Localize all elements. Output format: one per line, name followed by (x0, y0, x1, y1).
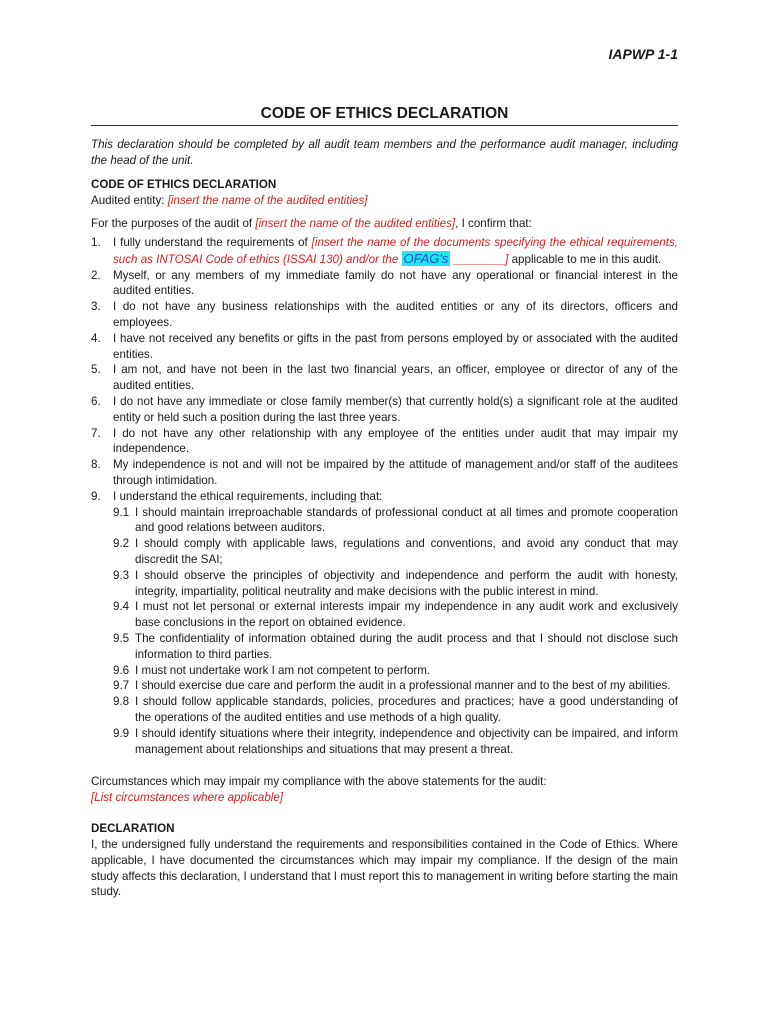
highlighted-text: OFAG's (403, 250, 449, 266)
title-underline (91, 125, 678, 126)
list-item (91, 426, 678, 458)
sub-item-text: I should exercise due care and perform the audit in a professional manner and to the best of my abilities. (135, 679, 671, 693)
list-item-number: 5. (91, 363, 101, 377)
list-item (91, 299, 678, 331)
ethical-requirements-sublist (113, 505, 678, 758)
sub-item-number: 9.5 (113, 631, 130, 645)
purpose-placeholder: [insert the name of the audited entities] (255, 217, 456, 230)
circumstances-placeholder: [List circumstances where applicable] (91, 791, 284, 804)
list-item-number: 9. (91, 489, 101, 503)
sub-item-text: I should maintain irreproachable standards of professional conduct at all times and promote cooperation and good relations between auditors. (135, 505, 678, 535)
sub-item-text: I should follow applicable standards, policies, procedures and practices; have a good understanding of the operations of the audited entities and use methods of a high quality. (135, 695, 678, 724)
confirmation-list (91, 235, 678, 757)
intro-paragraph: This declaration should be completed by all audit team members and the performance audit manager, including the head of the unit. (91, 138, 678, 167)
sub-list-item (113, 631, 678, 663)
declaration-text: I, the undersigned fully understand the requirements and responsibilities contained in the Code of Ethics. Where applicable, I have documented the circumstances which may impair my compliance. If the design of the main study affects this declaration, I understand that I must report this to management in writing before starting the main study. (91, 838, 678, 899)
sub-item-number: 9.7 (113, 679, 130, 693)
list-item-text: Myself, or any members of my immediate family do not have any operational or financial interest in the audited entities. (113, 268, 678, 298)
list-item-text: I am not, and have not been in the last two financial years, an officer, employee or director of any of the audited entities. (113, 363, 678, 393)
list-item (91, 489, 678, 758)
sub-item-number: 9.2 (113, 537, 130, 551)
sub-list-item (113, 678, 678, 694)
section-heading: CODE OF ETHICS DECLARATION (91, 178, 277, 191)
declaration-heading: DECLARATION (91, 822, 175, 835)
list-item-number: 1. (91, 236, 101, 249)
sub-item-number: 9.1 (113, 505, 130, 519)
sub-list-item (113, 568, 678, 600)
list-item-number: 2. (91, 268, 101, 282)
list-item (91, 235, 678, 268)
sub-item-number: 9.9 (113, 726, 130, 740)
list-item-number: 3. (91, 300, 101, 314)
sub-item-number: 9.4 (113, 600, 130, 614)
list-item-number: 4. (91, 331, 101, 345)
sub-list-item (113, 663, 678, 679)
purpose-line (91, 216, 678, 232)
sub-item-number: 9.6 (113, 663, 130, 677)
item1-suffix: applicable to me in this audit. (508, 252, 662, 266)
list-item-text: I do not have any immediate or close family member(s) that currently hold(s) a significant role at the audited entity or held such a position during the last three years. (113, 394, 678, 424)
item1-blank: ________] (450, 252, 509, 266)
item1-prefix: I fully understand the requirements of (113, 236, 312, 249)
sub-item-text: I should comply with applicable laws, regulations and conventions, and avoid any conduct that may discredit the SAI; (135, 537, 678, 566)
page-title: CODE OF ETHICS DECLARATION (260, 105, 509, 122)
list-item-text: I do not have any other relationship with any employee of the entities under audit that may impair my independence. (113, 426, 678, 456)
audited-entity-placeholder: [insert the name of the audited entities] (167, 194, 368, 207)
purpose-suffix: , I confirm that: (455, 217, 532, 230)
list-item-text: I have not received any benefits or gifts in the past from persons employed by or associated with the audited entities. (113, 331, 678, 361)
list-item (91, 394, 678, 426)
sub-list-item (113, 726, 678, 758)
list-item (91, 268, 678, 300)
list-item-text: My independence is not and will not be impaired by the attitude of management and/or staff of the auditees through intimidation. (113, 458, 678, 487)
list-item (91, 362, 678, 394)
list-item-text: I understand the ethical requirements, including that: (113, 489, 383, 503)
sub-item-text: I should identify situations where their integrity, independence and objectivity can be impaired, and inform management about relationships and situations that may present a threat. (135, 726, 678, 756)
circumstances-text: Circumstances which may impair my compliance with the above statements for the audit: (91, 775, 547, 788)
sub-item-text: I must not let personal or external interests impair my independence in any audit work and exclusively base conclusions in the report on obtained evidence. (135, 600, 678, 630)
sub-list-item (113, 505, 678, 537)
sub-list-item (113, 599, 678, 631)
sub-item-text: I should observe the principles of objectivity and independence and perform the audit with honesty, integrity, impartiality, political neutrality and make decisions with the public interest in mind. (135, 568, 678, 598)
list-item-number: 7. (91, 426, 101, 440)
list-item-text: I do not have any business relationships with the audited entities or any of its directors, officers and employees. (113, 300, 678, 329)
sub-item-number: 9.8 (113, 695, 130, 709)
sub-item-text: The confidentiality of information obtained during the audit process and that I should not disclose such information to third parties. (135, 631, 678, 661)
list-item-number: 6. (91, 394, 101, 408)
sub-item-number: 9.3 (113, 568, 130, 582)
sub-item-text: I must not undertake work I am not competent to perform. (135, 663, 431, 677)
item1-placeholder: [insert the name of the documents specifying the ethical requirements, such as INTOSAI Code of ethics (ISSAI 130) and/or the (113, 236, 678, 266)
document-code: IAPWP 1-1 (608, 46, 678, 62)
list-item (91, 457, 678, 489)
sub-list-item (113, 536, 678, 568)
purpose-prefix: For the purposes of the audit of (91, 217, 256, 230)
list-item-number: 8. (91, 458, 101, 472)
audited-entity-line (91, 193, 678, 209)
audited-entity-label: Audited entity: (91, 194, 168, 207)
list-item (91, 331, 678, 363)
sub-list-item (113, 694, 678, 726)
